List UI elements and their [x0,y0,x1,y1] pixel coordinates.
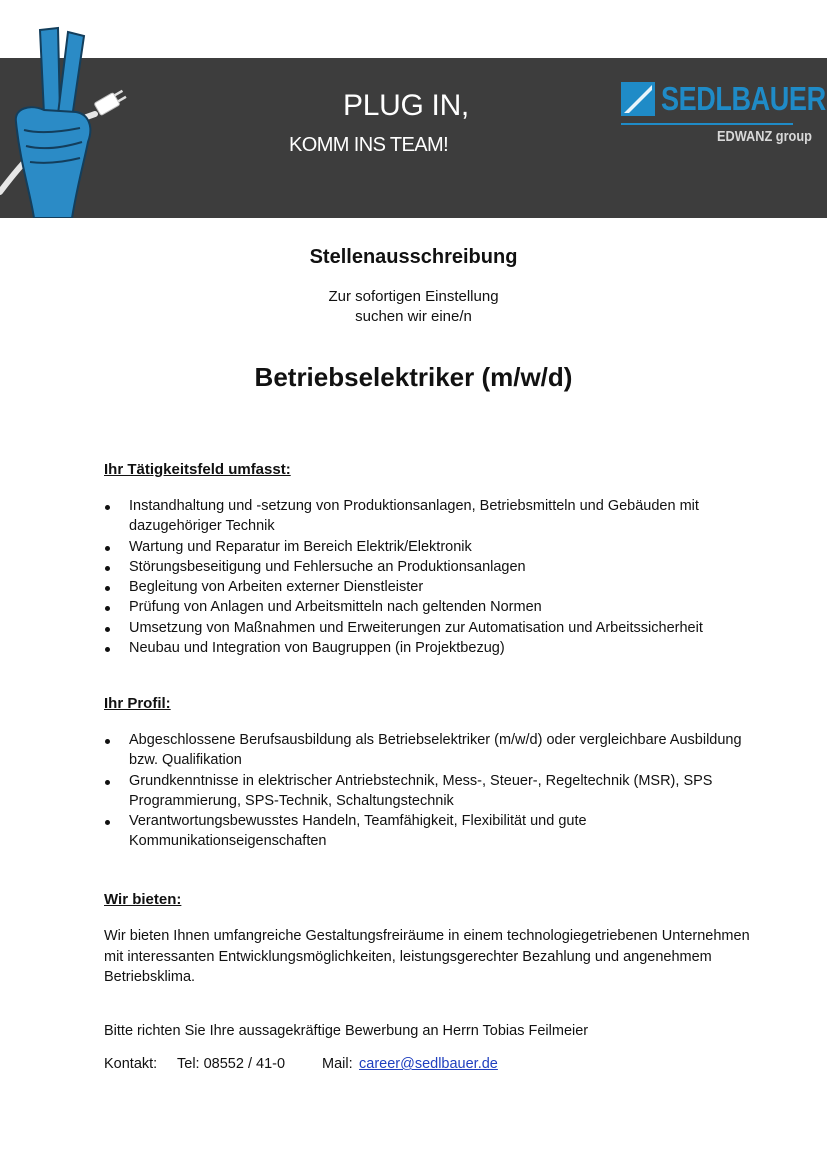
list-item: Neubau und Integration von Baugruppen (in Projektbezug) [104,638,754,658]
list-item: Verantwortungsbewusstes Handeln, Teamfähigkeit, Flexibilität und gute Kommunikationseigenschaften [104,811,754,852]
application-text: Bitte richten Sie Ihre aussagekräftige Bewerbung an Herrn Tobias Feilmeier [104,1023,589,1039]
logo-mark-icon [621,82,655,116]
contact-mail-label: Mail: [322,1056,353,1072]
tasks-heading: Ihr Tätigkeitsfeld umfasst: [104,461,291,478]
list-item: Umsetzung von Maßnahmen und Erweiterungen zur Automatisation und Arbeitssicherheit [104,618,754,638]
logo-group: EDWANZ group [717,128,812,145]
tasks-list [104,496,754,658]
list-item: Grundkenntnisse in elektrischer Antriebstechnik, Mess-, Steuer-, Regeltechnik (MSR), SPS Programmierung, SPS-Technik, Schaltungstechnik [104,771,754,812]
list-item: Wartung und Reparatur im Bereich Elektrik/Elektronik [104,537,754,557]
list-item: Begleitung von Arbeiten externer Dienstleister [104,577,754,597]
document-heading: Stellenausschreibung [309,246,518,268]
intro-line-2: suchen wir eine/n [355,308,472,325]
contact-phone: Tel: 08552 / 41-0 [177,1056,286,1072]
offer-text: Wir bieten Ihnen umfangreiche Gestaltungsfreiräume in einem technologiegetriebenen Unternehmen mit interessanten Entwicklungsmöglichkeiten, leistungsgerechter Bezahlung und angenehmem Betriebsklima. [104,928,750,985]
slogan-sub: KOMM INS TEAM! [289,134,449,156]
list-item: Prüfung von Anlagen und Arbeitsmitteln nach geltenden Normen [104,597,754,617]
intro-text [0,287,827,327]
list-item: Instandhaltung und -setzung von Produktionsanlagen, Betriebsmitteln und Gebäuden mit dazugehöriger Technik [104,496,754,537]
profile-list [104,730,754,852]
slogan-main: PLUG IN, [343,89,469,122]
offer-heading: Wir bieten: [104,891,182,908]
list-item: Abgeschlossene Berufsausbildung als Betriebselektriker (m/w/d) oder vergleichbare Ausbildung bzw. Qualifikation [104,730,754,771]
list-item: Störungsbeseitigung und Fehlersuche an Produktionsanlagen [104,557,754,577]
profile-heading: Ihr Profil: [104,695,171,712]
email-link[interactable]: career@sedlbauer.de [359,1056,498,1072]
job-title: Betriebselektriker (m/w/d) [254,362,573,392]
logo-name: SEDLBAUER [661,80,826,117]
hand-peace-plug-icon [0,22,140,218]
contact-label: Kontakt: [104,1056,158,1072]
intro-line-1: Zur sofortigen Einstellung [328,288,499,305]
logo-divider [621,123,793,125]
